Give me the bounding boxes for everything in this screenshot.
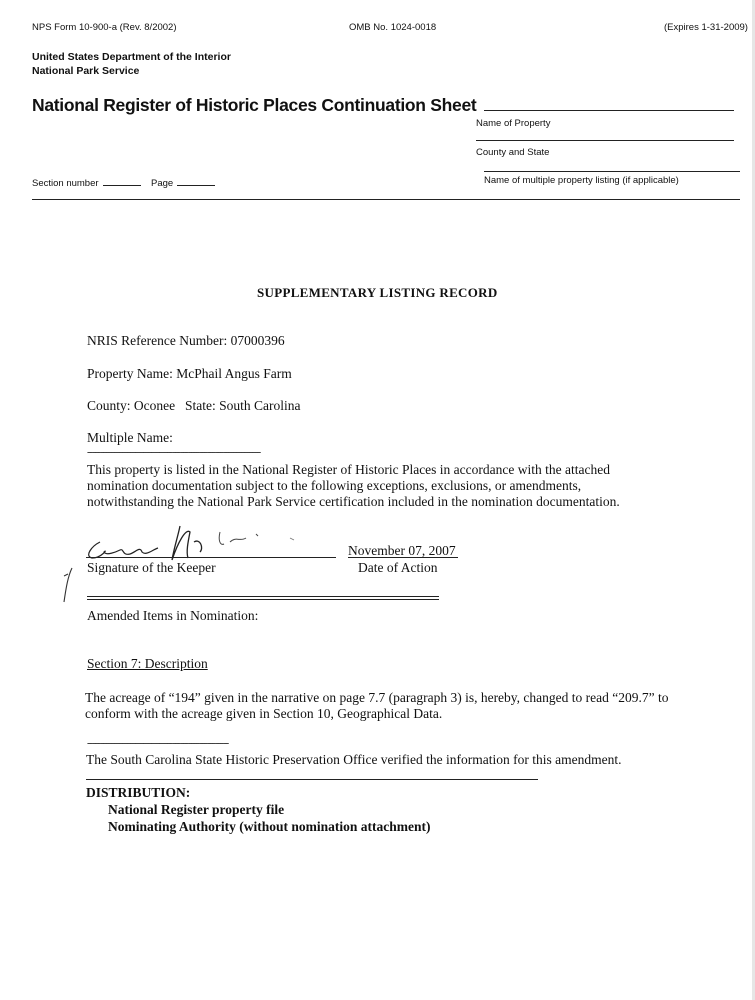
multiple-name: Multiple Name: <box>87 430 173 445</box>
section-number-field <box>32 175 141 189</box>
distribution-item: Nominating Authority (without nomination attachment) <box>108 819 431 834</box>
shpo-verification: The South Carolina State Historic Preservation Office verified the information for this amendment. <box>86 752 622 767</box>
amended-items-label: Amended Items in Nomination: <box>87 608 259 623</box>
omb-number: OMB No. 1024-0018 <box>349 22 437 33</box>
distribution-heading: DISTRIBUTION: <box>86 785 191 800</box>
separator-dashes-2: ----------------------------------------------------- <box>87 737 229 749</box>
expiration-date: (Expires 1-31-2009) <box>664 22 748 33</box>
name-of-property-line <box>484 110 734 111</box>
signature-line <box>86 557 336 558</box>
form-id: NPS Form 10-900-a (Rev. 8/2002) <box>32 22 177 33</box>
property-name: Property Name: McPhail Angus Farm <box>87 366 292 381</box>
page-field <box>151 175 215 189</box>
name-of-property-label: Name of Property <box>476 118 551 129</box>
distribution-item: National Register property file <box>108 802 285 817</box>
nris-reference: NRIS Reference Number: 07000396 <box>87 333 285 348</box>
header-divider <box>32 199 740 200</box>
multiple-listing-line <box>484 171 740 172</box>
sheet-title: National Register of Historic Places Continuation Sheet <box>32 95 477 115</box>
distribution-divider <box>86 779 538 780</box>
agency-name: National Park Service <box>32 65 140 77</box>
date-of-action-label: Date of Action <box>358 560 438 575</box>
amendment-text: The acreage of “194” given in the narrative on page 7.7 (paragraph 3) is, hereby, changed to read “209.7” to conform with the acreage given in Section 10, Geographical Data. <box>85 690 669 721</box>
section-number-label: Section number <box>32 178 99 189</box>
page-label: Page <box>151 178 174 189</box>
action-date: November 07, 2007 <box>348 543 456 558</box>
department-name: United States Department of the Interior <box>32 51 231 63</box>
county-state-label: County and State <box>476 147 550 158</box>
multiple-listing-label: Name of multiple property listing (if applicable) <box>484 175 679 186</box>
page-blank <box>177 175 215 186</box>
county: County: Oconee <box>87 398 176 413</box>
separator-dashes: ----------------------------------------------------------------- <box>87 446 261 458</box>
signature-label: Signature of the Keeper <box>87 560 216 575</box>
record-heading: SUPPLEMENTARY LISTING RECORD <box>257 285 498 300</box>
state: State: South Carolina <box>185 398 301 413</box>
listing-statement: This property is listed in the National Register of Historic Places in accordance with the attached nomination documentation subject to the following exceptions, exclusions, or amendments, notwithstanding the National Park Service certification included in the nomination documentation. <box>87 462 620 509</box>
section-7-heading: Section 7: Description <box>87 656 208 671</box>
section-number-blank <box>103 175 141 186</box>
double-divider <box>87 596 439 600</box>
agency-block <box>32 50 231 78</box>
county-state-line <box>476 140 734 141</box>
